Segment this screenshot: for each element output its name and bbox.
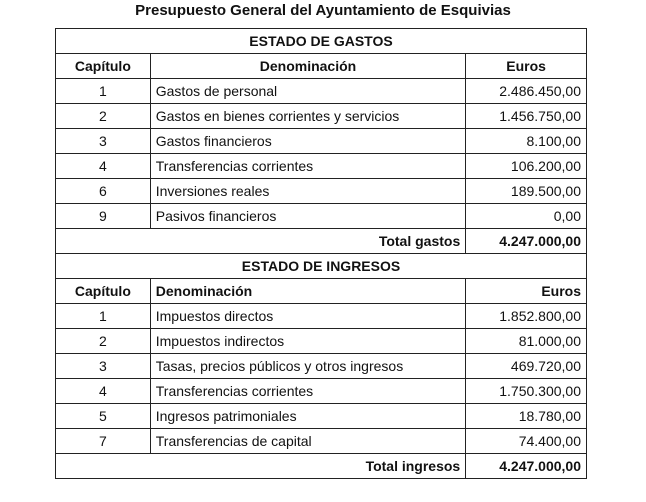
table-row [56,104,587,129]
gastos-total-value: 4.247.000,00 [466,229,587,254]
ingresos-section-row [56,254,587,279]
capitulo-cell: 4 [56,154,151,179]
table-row [56,154,587,179]
euros-cell: 106.200,00 [466,154,587,179]
ingresos-header-capitulo: Capítulo [56,279,151,304]
table-row [56,379,587,404]
euros-cell: 74.400,00 [466,429,587,454]
euros-cell: 189.500,00 [466,179,587,204]
capitulo-cell: 3 [56,129,151,154]
capitulo-cell: 2 [56,329,151,354]
table-row [56,404,587,429]
capitulo-cell: 7 [56,429,151,454]
gastos-header-denominacion: Denominación [150,54,465,79]
euros-cell: 1.750.300,00 [466,379,587,404]
capitulo-cell: 5 [56,404,151,429]
euros-cell: 1.456.750,00 [466,104,587,129]
table-row [56,429,587,454]
capitulo-cell: 1 [56,304,151,329]
capitulo-cell: 4 [56,379,151,404]
capitulo-cell: 6 [56,179,151,204]
denominacion-cell: Tasas, precios públicos y otros ingresos [150,354,465,379]
denominacion-cell: Transferencias corrientes [150,154,465,179]
gastos-header-row [56,54,587,79]
denominacion-cell: Gastos de personal [150,79,465,104]
euros-cell: 2.486.450,00 [466,79,587,104]
euros-cell: 1.852.800,00 [466,304,587,329]
ingresos-total-label: Total ingresos [56,454,466,479]
euros-cell: 81.000,00 [466,329,587,354]
denominacion-cell: Ingresos patrimoniales [150,404,465,429]
table-row [56,354,587,379]
ingresos-header-euros: Euros [466,279,587,304]
ingresos-section-title: ESTADO DE INGRESOS [56,254,587,279]
table-row [56,204,587,229]
capitulo-cell: 9 [56,204,151,229]
table-row [56,329,587,354]
table-row [56,304,587,329]
gastos-total-row [56,229,587,254]
ingresos-total-value: 4.247.000,00 [466,454,587,479]
denominacion-cell: Transferencias corrientes [150,379,465,404]
capitulo-cell: 3 [56,354,151,379]
gastos-total-label: Total gastos [56,229,466,254]
budget-table [55,28,587,479]
gastos-section-title: ESTADO DE GASTOS [56,29,587,54]
table-row [56,129,587,154]
capitulo-cell: 1 [56,79,151,104]
euros-cell: 469.720,00 [466,354,587,379]
denominacion-cell: Gastos en bienes corrientes y servicios [150,104,465,129]
denominacion-cell: Transferencias de capital [150,429,465,454]
gastos-header-capitulo: Capítulo [56,54,151,79]
denominacion-cell: Pasivos financieros [150,204,465,229]
ingresos-total-row [56,454,587,479]
gastos-section-row [56,29,587,54]
table-row [56,79,587,104]
document-title: Presupuesto General del Ayuntamiento de Esquivias [135,2,511,19]
denominacion-cell: Gastos financieros [150,129,465,154]
table-row [56,179,587,204]
denominacion-cell: Impuestos directos [150,304,465,329]
euros-cell: 0,00 [466,204,587,229]
denominacion-cell: Inversiones reales [150,179,465,204]
euros-cell: 18.780,00 [466,404,587,429]
ingresos-header-row [56,279,587,304]
denominacion-cell: Impuestos indirectos [150,329,465,354]
gastos-header-euros: Euros [466,54,587,79]
capitulo-cell: 2 [56,104,151,129]
ingresos-header-denominacion: Denominación [150,279,465,304]
euros-cell: 8.100,00 [466,129,587,154]
